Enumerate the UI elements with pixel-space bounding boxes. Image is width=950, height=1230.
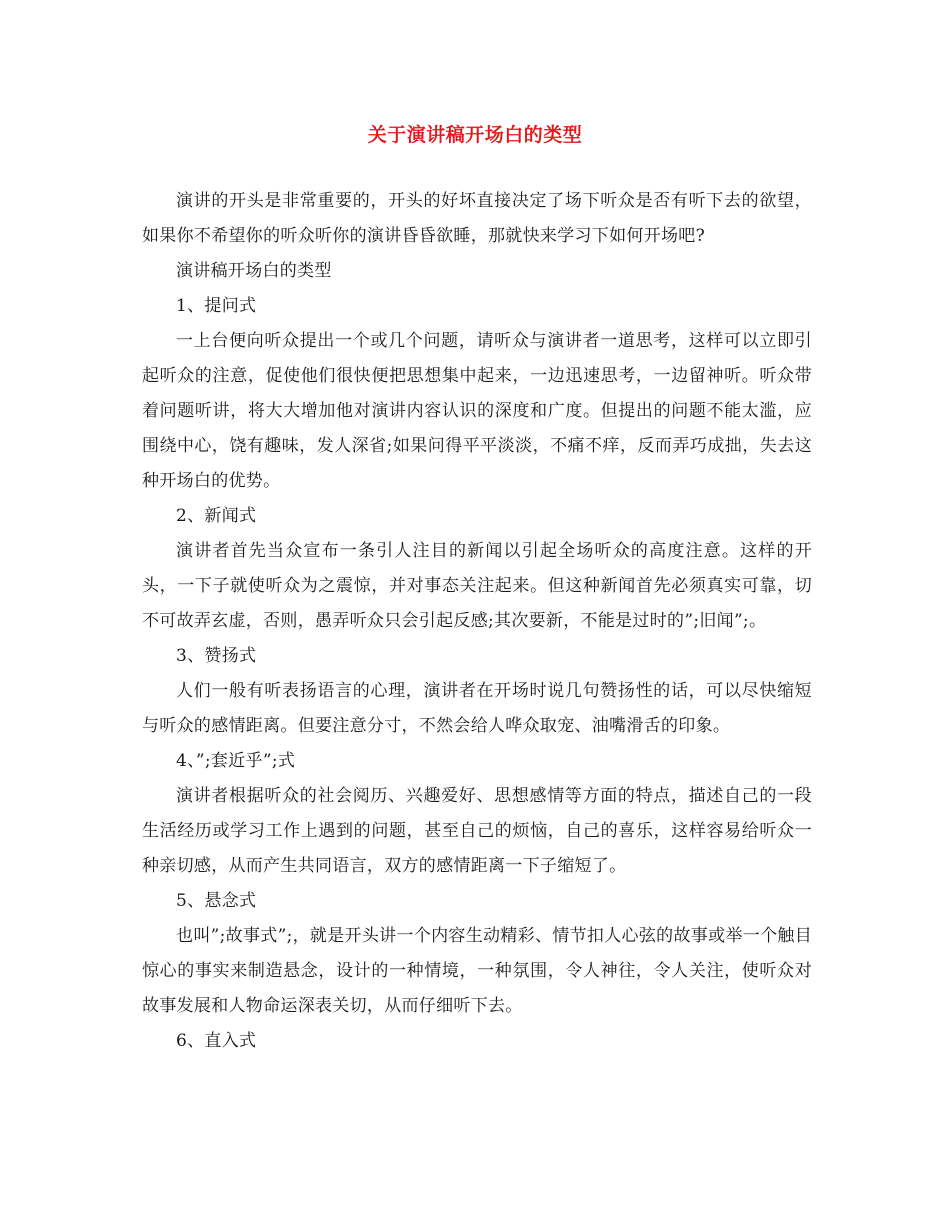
document-title: 关于演讲稿开场白的类型 xyxy=(367,124,583,146)
paragraph-news: 演讲者首先当众宣布一条引人注目的新闻以引起全场听众的高度注意。这样的开头，一下子就使听众为之震惊，并对事态关注起来。但这种新闻首先必须真实可靠，切不可故弄玄虚，否则，愚弄听众只会引起反感;其次要新，不能是过时的”;旧闻”;。 xyxy=(142,541,812,631)
section-heading-types: 演讲稿开场白的类型 xyxy=(176,261,332,281)
paragraph-question: 一上台便向听众提出一个或几个问题，请听众与演讲者一道思考，这样可以立即引起听众的注意，促使他们很快便把思想集中起来，一边迅速思考，一边留神听。听众带着问题听讲，将大大增加他对演讲内容认识的深度和广度。但提出的问题不能太滥，应围绕中心，饶有趣味，发人深省;如果问得平平淡淡，不痛不痒，反而弄巧成拙，失去这种开场白的优势。 xyxy=(142,331,812,491)
item-heading-rapport: 4、”;套近乎”;式 xyxy=(176,751,296,771)
document-body xyxy=(142,184,812,1059)
item-heading-suspense: 5、悬念式 xyxy=(176,891,257,911)
paragraph-praise: 人们一般有听表扬语言的心理，演讲者在开场时说几句赞扬性的话，可以尽快缩短与听众的感情距离。但要注意分寸，不然会给人哗众取宠、油嘴滑舌的印象。 xyxy=(142,681,812,736)
item-heading-praise: 3、赞扬式 xyxy=(176,646,257,666)
item-heading-question: 1、提问式 xyxy=(176,296,257,316)
paragraph-suspense: 也叫”;故事式”;，就是开头讲一个内容生动精彩、情节扣人心弦的故事或举一个触目惊心的事实来制造悬念，设计的一种情境，一种氛围，令人神往，令人关注，使听众对故事发展和人物命运深表关切，从而仔细听下去。 xyxy=(142,926,812,1016)
item-heading-direct: 6、直入式 xyxy=(176,1031,257,1051)
paragraph-rapport: 演讲者根据听众的社会阅历、兴趣爱好、思想感情等方面的特点，描述自己的一段生活经历或学习工作上遇到的问题，甚至自己的烦恼，自己的喜乐，这样容易给听众一种亲切感，从而产生共同语言，双方的感情距离一下子缩短了。 xyxy=(142,786,812,876)
paragraph-intro: 演讲的开头是非常重要的，开头的好坏直接决定了场下听众是否有听下去的欲望，如果你不希望你的听众听你的演讲昏昏欲睡，那就快来学习下如何开场吧? xyxy=(142,191,812,246)
item-heading-news: 2、新闻式 xyxy=(176,506,257,526)
